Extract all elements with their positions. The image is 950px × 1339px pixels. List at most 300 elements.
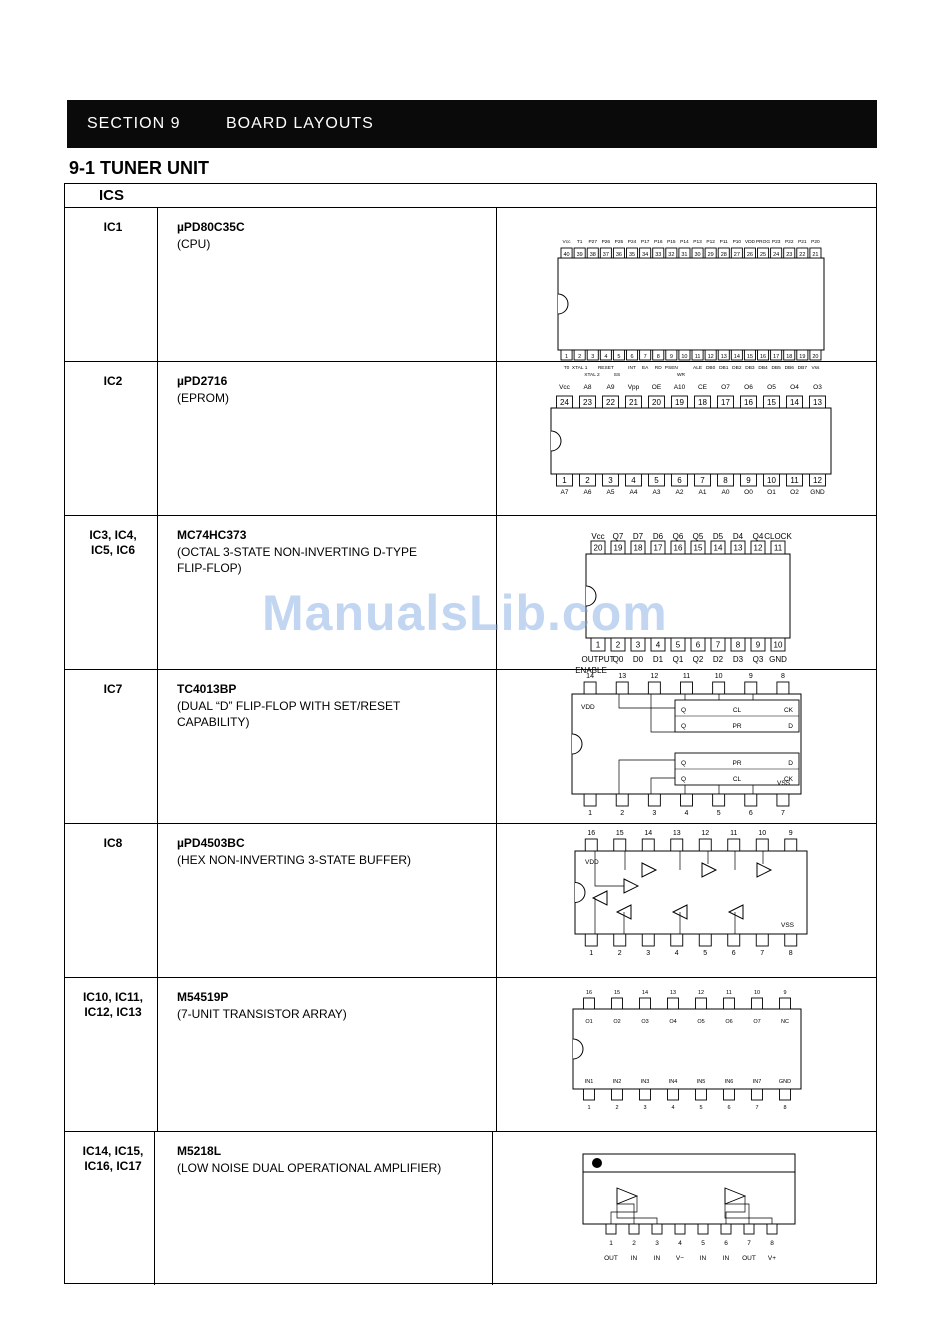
pin-number: 10 — [758, 830, 767, 837]
pin-label: O3 — [813, 384, 822, 391]
pin-label: P21 — [798, 240, 807, 245]
pin-label: O5 — [697, 1019, 705, 1025]
pin-number: 9 — [788, 830, 793, 837]
pin-box — [584, 682, 596, 694]
pin-number: 9 — [669, 354, 673, 360]
vss-label: VSS — [781, 922, 795, 929]
pin-number: 4 — [671, 1105, 675, 1111]
pin-box — [629, 1224, 639, 1234]
pin-box — [642, 839, 654, 851]
pin-box — [752, 998, 763, 1009]
pin-label: Q4 — [752, 532, 764, 541]
ff-pin-label: Q — [681, 776, 687, 783]
pin-number: 3 — [646, 950, 651, 957]
pin-label: IN6 — [724, 1079, 734, 1085]
pin-number: 5 — [701, 1240, 705, 1247]
pin-number: 8 — [788, 950, 793, 957]
subsection-title: 9-1 TUNER UNIT — [69, 158, 210, 178]
pin-box — [724, 1089, 735, 1100]
pin-label: IN — [722, 1255, 730, 1262]
pin-number: 6 — [630, 354, 634, 360]
pin-number: 5 — [675, 640, 681, 650]
pin-number: 18 — [698, 398, 707, 407]
part-description: (DUAL “D” FLIP-FLOP WITH SET/RESET CAPABILITY) — [177, 699, 401, 729]
pin-number: 2 — [585, 476, 590, 485]
column-divider — [157, 670, 158, 823]
pin-number: 34 — [642, 252, 649, 258]
pin-box — [584, 1089, 595, 1100]
part-description: (7-UNIT TRANSISTOR ARRAY) — [177, 1007, 347, 1021]
pin-label: P24 — [627, 240, 637, 245]
pin-label: Vcc — [559, 384, 570, 391]
table-row — [65, 516, 876, 675]
pin-label: A6 — [583, 489, 592, 496]
pin-label: A8 — [583, 384, 592, 391]
pin-label: A5 — [606, 489, 615, 496]
pin-box — [612, 1089, 623, 1100]
ff-pin-label: D — [788, 723, 793, 730]
pin-label: T0 — [563, 366, 570, 371]
pin-number: 19 — [675, 398, 684, 407]
pin-number: 6 — [677, 476, 682, 485]
pin-number: 12 — [697, 990, 705, 996]
pin-box — [668, 998, 679, 1009]
pin-number: 7 — [715, 640, 721, 650]
pin-number: 20 — [812, 354, 819, 360]
pin-label: OUT — [742, 1255, 756, 1262]
chip-body — [575, 851, 807, 934]
pin-label: SS — [613, 373, 621, 378]
pin-number: 6 — [731, 950, 736, 957]
pin-box — [681, 794, 693, 806]
pin-number: 18 — [786, 354, 793, 360]
pin-box — [614, 839, 626, 851]
pin-box — [756, 839, 768, 851]
pin-box — [780, 998, 791, 1009]
pin-number: 7 — [747, 1240, 751, 1247]
pin-box — [785, 839, 797, 851]
ic-designator: IC8 — [103, 836, 123, 850]
pin-number: 2 — [620, 810, 625, 817]
ff-pin-label: CL — [732, 707, 742, 714]
pin1-dot — [592, 1158, 602, 1168]
pin-label: D7 — [632, 532, 644, 541]
pin-number: 3 — [608, 476, 613, 485]
pin-label: Q2 — [692, 655, 704, 664]
pin-number: 40 — [563, 252, 570, 258]
ff-pin-label: PR — [732, 723, 742, 730]
pin-number: 22 — [799, 252, 806, 258]
pin-label: CE — [697, 384, 708, 391]
pin-label: EA — [641, 366, 649, 371]
table-row — [65, 1132, 876, 1285]
pin-number: 20 — [652, 398, 661, 407]
pin-number: 9 — [755, 640, 761, 650]
part-number: M54519P — [177, 990, 229, 1004]
chip-body — [583, 1154, 795, 1224]
table-row — [65, 208, 876, 378]
pin-number: 36 — [615, 252, 623, 258]
part-description: (OCTAL 3-STATE NON-INVERTING D-TYPE FLIP-FLOP) — [177, 545, 418, 575]
pin-number: 10 — [773, 640, 783, 650]
pin-number: 15 — [693, 543, 703, 553]
pin-number: 5 — [617, 354, 621, 360]
pin-number: 29 — [707, 252, 714, 258]
pin-label: IN3 — [640, 1079, 650, 1085]
pin-box — [642, 934, 654, 946]
pin-label: D5 — [712, 532, 724, 541]
pin-number: 31 — [681, 252, 688, 258]
pin-label: IN2 — [612, 1079, 622, 1085]
pin-label: P26 — [601, 240, 611, 245]
part-number: µPD2716 — [177, 374, 228, 388]
pin-label: A10 — [673, 384, 686, 391]
pin-label: ALE — [693, 366, 703, 371]
pin-number: 17 — [773, 354, 780, 360]
pin-number: 12 — [707, 354, 714, 360]
pin-box — [724, 998, 735, 1009]
vss-label: VSS — [777, 780, 791, 787]
pin-box — [728, 839, 740, 851]
pin-number: 8 — [783, 1105, 787, 1111]
pin-number: 5 — [654, 476, 659, 485]
pin-number: 6 — [695, 640, 701, 650]
pin-number: 28 — [720, 252, 727, 258]
pin-box — [585, 934, 597, 946]
pin-number: 33 — [655, 252, 662, 258]
pin-label: D1 — [652, 655, 664, 664]
pin-box — [713, 682, 725, 694]
pin-number: 5 — [699, 1105, 703, 1111]
pin-label: O4 — [669, 1019, 677, 1025]
ic-designator: IC2 — [103, 374, 123, 388]
chip-body — [573, 1009, 801, 1089]
pin-number: 12 — [813, 476, 822, 485]
pinout-diagram — [497, 362, 877, 515]
pin-label: NC — [781, 1019, 789, 1025]
pin-number: 23 — [786, 252, 793, 258]
pin-number: 3 — [591, 354, 595, 360]
pin-label: P22 — [784, 240, 794, 245]
pin-box — [777, 794, 789, 806]
pin-label: P14 — [680, 240, 689, 245]
column-divider — [157, 362, 158, 515]
ics-table — [64, 183, 877, 1284]
part-number: M5218L — [177, 1144, 222, 1158]
pin-number: 30 — [694, 252, 701, 258]
part-description: (LOW NOISE DUAL OPERATIONAL AMPLIFIER) — [177, 1161, 442, 1175]
section-title: BOARD LAYOUTS — [226, 115, 374, 132]
pin-number: 10 — [681, 354, 688, 360]
pin-box — [721, 1224, 731, 1234]
pin-label: A9 — [606, 384, 615, 391]
column-divider — [157, 978, 158, 1131]
pin-number: 3 — [635, 640, 641, 650]
ff-pin-label: Q — [681, 723, 687, 730]
pin-number: 1 — [589, 950, 594, 957]
pin-label: O7 — [753, 1019, 761, 1025]
pin-number: 4 — [631, 476, 636, 485]
pin-number: 8 — [656, 354, 660, 360]
chip-body — [586, 554, 790, 638]
pin-label: O6 — [725, 1019, 733, 1025]
column-divider — [492, 1132, 493, 1285]
pin-number: 8 — [735, 640, 741, 650]
pin-number: 10 — [767, 476, 776, 485]
pin-label: O3 — [641, 1019, 649, 1025]
pin-box — [780, 1089, 791, 1100]
pin-number: 21 — [812, 252, 819, 258]
pin-number: 14 — [641, 990, 649, 996]
table-row — [65, 670, 876, 824]
pin-number: 1 — [587, 1105, 591, 1111]
ic-designator: IC1 — [103, 220, 123, 234]
pin-label: O4 — [790, 384, 799, 391]
pin-number: 21 — [629, 398, 638, 407]
pinout-diagram — [497, 670, 877, 823]
pin-box — [652, 1224, 662, 1234]
pin-label: OUT — [604, 1255, 618, 1262]
pin-box — [777, 682, 789, 694]
ff-pin-label: PR — [732, 760, 742, 767]
pin-label: ENABLE — [575, 666, 607, 675]
pin-box — [698, 1224, 708, 1234]
pin-number: 2 — [615, 640, 621, 650]
table-row — [65, 362, 876, 516]
pin-box — [616, 794, 628, 806]
pin-number: 15 — [613, 990, 621, 996]
pin-label: Q5 — [692, 532, 704, 541]
pin-label: CLOCK — [764, 532, 792, 541]
pin-number: 8 — [723, 476, 728, 485]
pin-number: 19 — [613, 543, 623, 553]
pin-box — [614, 934, 626, 946]
pinout-diagram — [497, 516, 877, 675]
table-header-label: ICS — [99, 187, 125, 204]
pin-number: 5 — [716, 810, 721, 817]
pin-box — [752, 1089, 763, 1100]
pin-number: 12 — [650, 673, 659, 680]
pin-label: XTAL 1 — [571, 366, 588, 371]
pin-label: P20 — [811, 240, 820, 245]
part-number: MC74HC373 — [177, 528, 247, 542]
pin-number: 6 — [727, 1105, 731, 1111]
section-number: SECTION 9 — [87, 115, 181, 132]
pinout-diagram — [497, 1132, 877, 1284]
pin-number: 12 — [753, 543, 763, 553]
pin-label: XTAL 2 — [584, 373, 600, 378]
part-number: µPD4503BC — [177, 836, 245, 850]
pin-number: 25 — [759, 252, 767, 258]
pin-label: Vcc — [591, 532, 605, 541]
pin-box — [756, 934, 768, 946]
pin-box — [640, 998, 651, 1009]
pin-label: IN1 — [584, 1079, 594, 1085]
pin-box — [671, 934, 683, 946]
pin-label: RESET — [597, 366, 614, 371]
pin-label: IN5 — [696, 1079, 706, 1085]
pin-label: OE — [651, 384, 662, 391]
pin-label: O2 — [790, 489, 799, 496]
pin-number: 16 — [587, 830, 596, 837]
pin-number: 39 — [576, 252, 583, 258]
pin-box — [584, 794, 596, 806]
pin-label: A3 — [652, 489, 661, 496]
pin-number: 7 — [780, 810, 785, 817]
pin-label: INT — [628, 366, 636, 371]
column-divider — [157, 516, 158, 669]
pin-box — [699, 839, 711, 851]
pin-label: IN — [630, 1255, 638, 1262]
pin-box — [745, 682, 757, 694]
pin-number: 14 — [733, 354, 740, 360]
pinout-diagram — [497, 208, 877, 378]
pin-number: 17 — [653, 543, 663, 553]
pin-number: 3 — [652, 810, 657, 817]
pin-label: Vcc — [562, 240, 571, 245]
pin-box — [668, 1089, 679, 1100]
pin-label: O6 — [744, 384, 753, 391]
pin-number: 11 — [682, 673, 691, 680]
pin-number: 16 — [585, 990, 593, 996]
table-row — [65, 824, 876, 978]
pin-number: 9 — [783, 990, 787, 996]
pin-label: DB6 — [784, 366, 794, 371]
pin-number: 13 — [618, 673, 627, 680]
pin-number: 11 — [726, 990, 732, 996]
table-header — [65, 184, 876, 208]
ic-designator: IC10, IC11, IC12, IC13 — [82, 990, 144, 1019]
pinout-diagram — [497, 978, 877, 1131]
pin-number: 1 — [595, 640, 601, 650]
pin-label: D2 — [712, 655, 724, 664]
pin-label: WR — [677, 373, 685, 378]
pin-box — [681, 682, 693, 694]
pin-number: 17 — [721, 398, 730, 407]
pin-number: 1 — [565, 354, 569, 360]
pin-number: 1 — [588, 810, 593, 817]
pin-label: DB7 — [797, 366, 808, 371]
pin-box — [713, 794, 725, 806]
pin-label: D6 — [652, 532, 664, 541]
pin-label: T1 — [576, 240, 583, 245]
pin-box — [744, 1224, 754, 1234]
pin-label: V+ — [767, 1255, 777, 1262]
vdd-label: VDD — [581, 704, 595, 711]
part-description: (HEX NON-INVERTING 3-STATE BUFFER) — [177, 853, 412, 867]
ic-designator: IC3, IC4, IC5, IC6 — [89, 528, 137, 557]
pin-label: GND — [778, 1079, 792, 1085]
pin-box — [745, 794, 757, 806]
pin-number: 23 — [583, 398, 592, 407]
ff-pin-label: Q — [681, 707, 687, 714]
pin-number: 12 — [701, 830, 710, 837]
pin-number: 9 — [748, 673, 753, 680]
pin-label: Vpp — [627, 384, 640, 391]
ff-pin-label: CK — [783, 707, 793, 714]
chip-body — [558, 258, 824, 350]
pin-number: 14 — [790, 398, 799, 407]
pin-number: 15 — [746, 354, 754, 360]
pin-box — [640, 1089, 651, 1100]
pin-number: 4 — [655, 640, 661, 650]
pin-number: 7 — [643, 354, 647, 360]
pin-label: O7 — [721, 384, 730, 391]
pin-number: 11 — [730, 830, 738, 837]
pin-box — [612, 998, 623, 1009]
pin-label: P16 — [653, 240, 663, 245]
pin-label: GND — [810, 489, 825, 496]
watermark: ManualsLib.com — [262, 585, 668, 641]
pin-box — [648, 794, 660, 806]
pin-number: 11 — [694, 354, 701, 360]
pin-number: 11 — [790, 476, 799, 485]
pin-number: 11 — [773, 543, 783, 553]
pin-label: D0 — [632, 655, 644, 664]
pin-label: IN — [699, 1255, 707, 1262]
pin-number: 13 — [672, 830, 681, 837]
pin-label: RD — [654, 366, 662, 371]
pin-number: 13 — [813, 398, 822, 407]
pin-label: O1 — [767, 489, 776, 496]
pin-box — [728, 934, 740, 946]
pin-number: 14 — [644, 830, 653, 837]
pin-number: 16 — [673, 543, 683, 553]
part-number: TC4013BP — [177, 682, 237, 696]
pin-label: A1 — [698, 489, 707, 496]
pin-number: 4 — [674, 950, 679, 957]
pin-number: 6 — [748, 810, 753, 817]
table-row — [65, 978, 876, 1132]
pin-number: 18 — [633, 543, 643, 553]
pin-box — [785, 934, 797, 946]
pin-label: P23 — [771, 240, 781, 245]
pin-number: 20 — [593, 543, 603, 553]
part-description: (CPU) — [177, 237, 211, 251]
pin-number: 7 — [760, 950, 765, 957]
pin-number: 1 — [562, 476, 567, 485]
pin-number: 7 — [755, 1105, 759, 1111]
pin-label: IN — [653, 1255, 661, 1262]
pin-number: 15 — [767, 398, 776, 407]
pin-label: P15 — [667, 240, 676, 245]
pin-number: 35 — [628, 252, 636, 258]
pin-box — [606, 1224, 616, 1234]
column-divider — [157, 208, 158, 361]
pin-label: D3 — [732, 655, 744, 664]
pin-label: DB1 — [719, 366, 729, 371]
pin-number: 4 — [678, 1240, 682, 1247]
pin-box — [675, 1224, 685, 1234]
pin-number: 32 — [668, 252, 675, 258]
pin-label: P17 — [640, 240, 650, 245]
pin-box — [616, 682, 628, 694]
pin-label: O2 — [613, 1019, 621, 1025]
pin-number: 16 — [744, 398, 753, 407]
pin-label: A0 — [721, 489, 730, 496]
pin-label: D4 — [732, 532, 744, 541]
pin-number: 6 — [724, 1240, 728, 1247]
ff-pin-label: CL — [732, 776, 742, 783]
pin-label: IN7 — [752, 1079, 762, 1085]
pin-label: A7 — [560, 489, 569, 496]
pin-label: Q0 — [612, 655, 624, 664]
chip-body — [551, 408, 831, 474]
pin-number: 10 — [714, 673, 723, 680]
pin-number: 13 — [733, 543, 743, 553]
pin-box — [584, 998, 595, 1009]
pin-number: 24 — [560, 398, 569, 407]
